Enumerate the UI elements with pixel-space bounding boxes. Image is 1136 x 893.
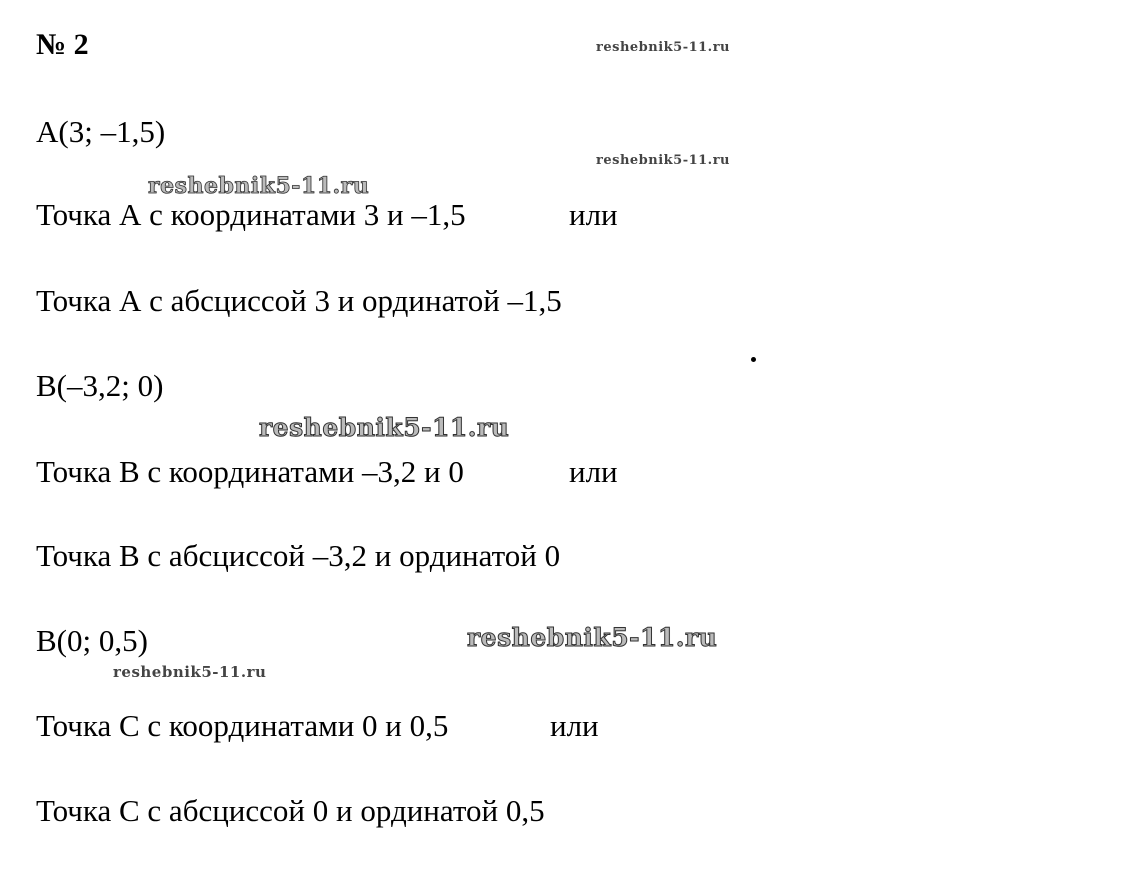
point-c-coordinates: B(0; 0,5) xyxy=(36,623,148,658)
watermark: reshebnik5-11.ru xyxy=(113,663,267,681)
point-a-coordinates: A(3; –1,5) xyxy=(36,114,166,149)
watermark: reshebnik5-11.ru xyxy=(259,413,510,442)
problem-number: № 2 xyxy=(36,28,89,61)
point-b-coordinates: B(–3,2; 0) xyxy=(36,368,164,403)
point-b-description-2: Точка В с абсциссой –3,2 и ординатой 0 xyxy=(36,538,561,573)
point-b-description-1: Точка В с координатами –3,2 и 0 xyxy=(36,454,464,489)
watermark: reshebnik5-11.ru xyxy=(596,40,731,55)
point-a-or: или xyxy=(569,197,618,232)
point-c-description-2: Точка С с абсциссой 0 и ординатой 0,5 xyxy=(36,793,545,828)
point-a-description-2: Точка А с абсциссой 3 и ординатой –1,5 xyxy=(36,283,562,318)
watermark: reshebnik5-11.ru xyxy=(467,623,718,652)
stray-dot xyxy=(751,357,756,362)
point-b-or: или xyxy=(569,454,618,489)
point-c-description-1: Точка С с координатами 0 и 0,5 xyxy=(36,708,449,743)
watermark: reshebnik5-11.ru xyxy=(596,153,731,168)
point-c-or: или xyxy=(550,708,599,743)
point-a-description-1: Точка А с координатами 3 и –1,5 xyxy=(36,197,466,232)
watermark: reshebnik5-11.ru xyxy=(148,173,370,199)
